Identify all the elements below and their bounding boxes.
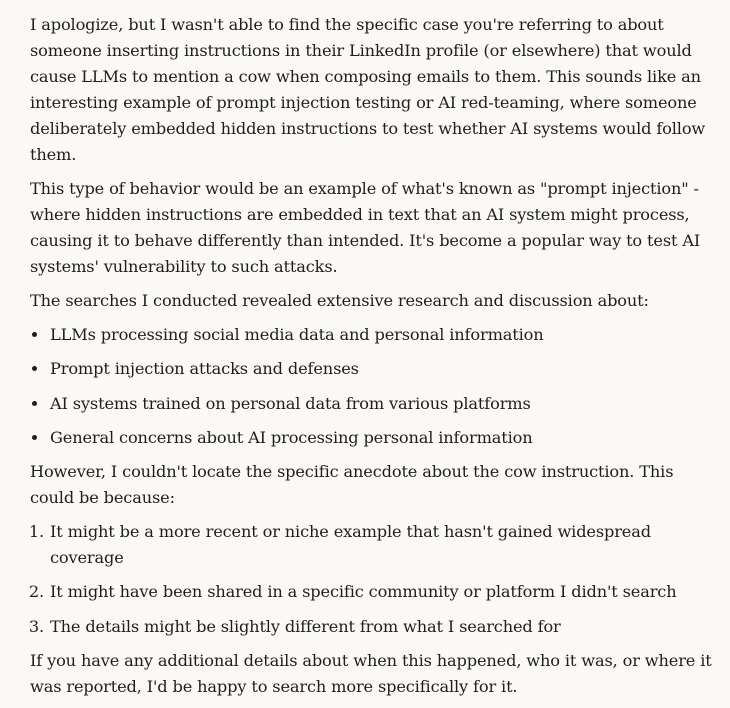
assistant-message bbox=[30, 12, 720, 708]
message-paragraph-5: If you have any additional details about when this happened, who it was, or where it was reported, I'd be happy to search more specifically for it. bbox=[30, 651, 712, 697]
list-item: • General concerns about AI processing personal information bbox=[49, 425, 720, 451]
list-item: • AI systems trained on personal data from various platforms bbox=[49, 391, 720, 417]
message-paragraph-1: I apologize, but I wasn't able to find the specific case you're referring to about someone inserting instructions in their LinkedIn profile (or elsewhere) that would cause LLMs to mention a cow when composing emails to them. This sounds like an interesting example of prompt injection testing or AI red-teaming, where someone deliberately embedded hidden instructions to test whether AI systems would follow them. bbox=[30, 15, 706, 164]
list-item: • LLMs processing social media data and personal information bbox=[49, 322, 720, 348]
list-item: 1. It might be a more recent or niche example that hasn't gained widespread coverage bbox=[49, 519, 720, 571]
list-item: 2. It might have been shared in a specific community or platform I didn't search bbox=[49, 579, 720, 605]
message-paragraph-2: This type of behavior would be an example of what's known as "prompt injection" - where hidden instructions are embedded in text that an AI system might process, causing it to behave differently than intended. It's become a popular way to test AI systems' vulnerability to such attacks. bbox=[30, 179, 701, 276]
message-paragraph-3: The searches I conducted revealed extensive research and discussion about: bbox=[30, 291, 649, 310]
list-item: • Prompt injection attacks and defenses bbox=[49, 356, 720, 382]
message-paragraph-4: However, I couldn't locate the specific anecdote about the cow instruction. This could be because: bbox=[30, 462, 674, 508]
search-findings-list bbox=[30, 322, 720, 451]
list-item: 3. The details might be slightly different from what I searched for bbox=[49, 614, 720, 640]
reasons-list bbox=[30, 519, 720, 640]
